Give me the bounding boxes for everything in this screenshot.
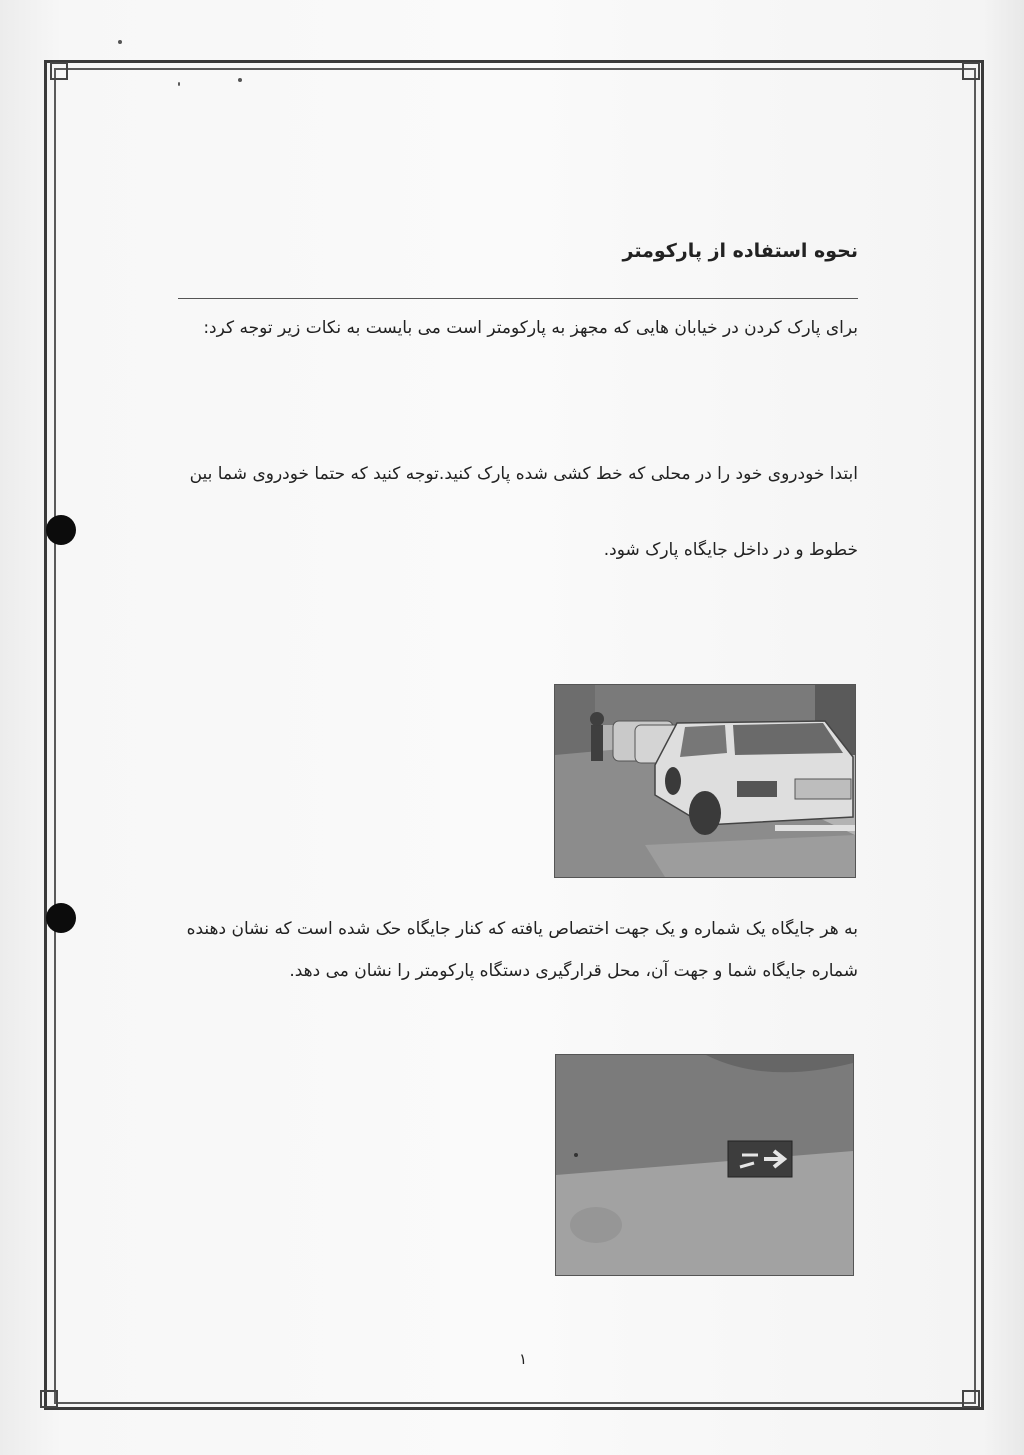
border-corner-top-right <box>962 62 980 80</box>
scan-speck <box>178 82 180 86</box>
curb-marker-illustration <box>556 1055 853 1275</box>
parked-cars-photo <box>554 684 856 878</box>
punch-hole-lower <box>46 903 76 933</box>
paragraph-step-2: به هر جایگاه یک شماره و یک جهت اختصاص یافته که کنار جایگاه حک شده است که نشان دهنده شماره جایگاه شما و جهت آن، محل قرارگیری دستگاه پارکومتر را نشان می دهد. <box>186 919 858 981</box>
paragraph-step-1: ابتدا خودروی خود را در محلی که خط کشی شده پارک کنید.توجه کنید که حتما خودروی شما بین خطوط و در داخل جایگاه پارک شود. <box>189 464 858 560</box>
page-number: ۱ <box>518 1350 528 1368</box>
paragraph-intro: برای پارک کردن در خیابان هایی که مجهز به پارکومتر است می بایست به نکات زیر توجه کرد: <box>203 318 858 338</box>
parked-cars-illustration <box>555 685 855 877</box>
scan-speck <box>118 40 122 44</box>
border-corner-top-left <box>50 62 68 80</box>
engraved-arrow-marker-photo <box>555 1054 854 1276</box>
border-corner-bottom-right <box>962 1390 980 1408</box>
scan-speck <box>238 78 242 82</box>
punch-hole-upper <box>46 515 76 545</box>
document-title: نحوه استفاده از پارکومتر <box>622 240 858 262</box>
border-corner-bottom-left <box>40 1390 58 1408</box>
